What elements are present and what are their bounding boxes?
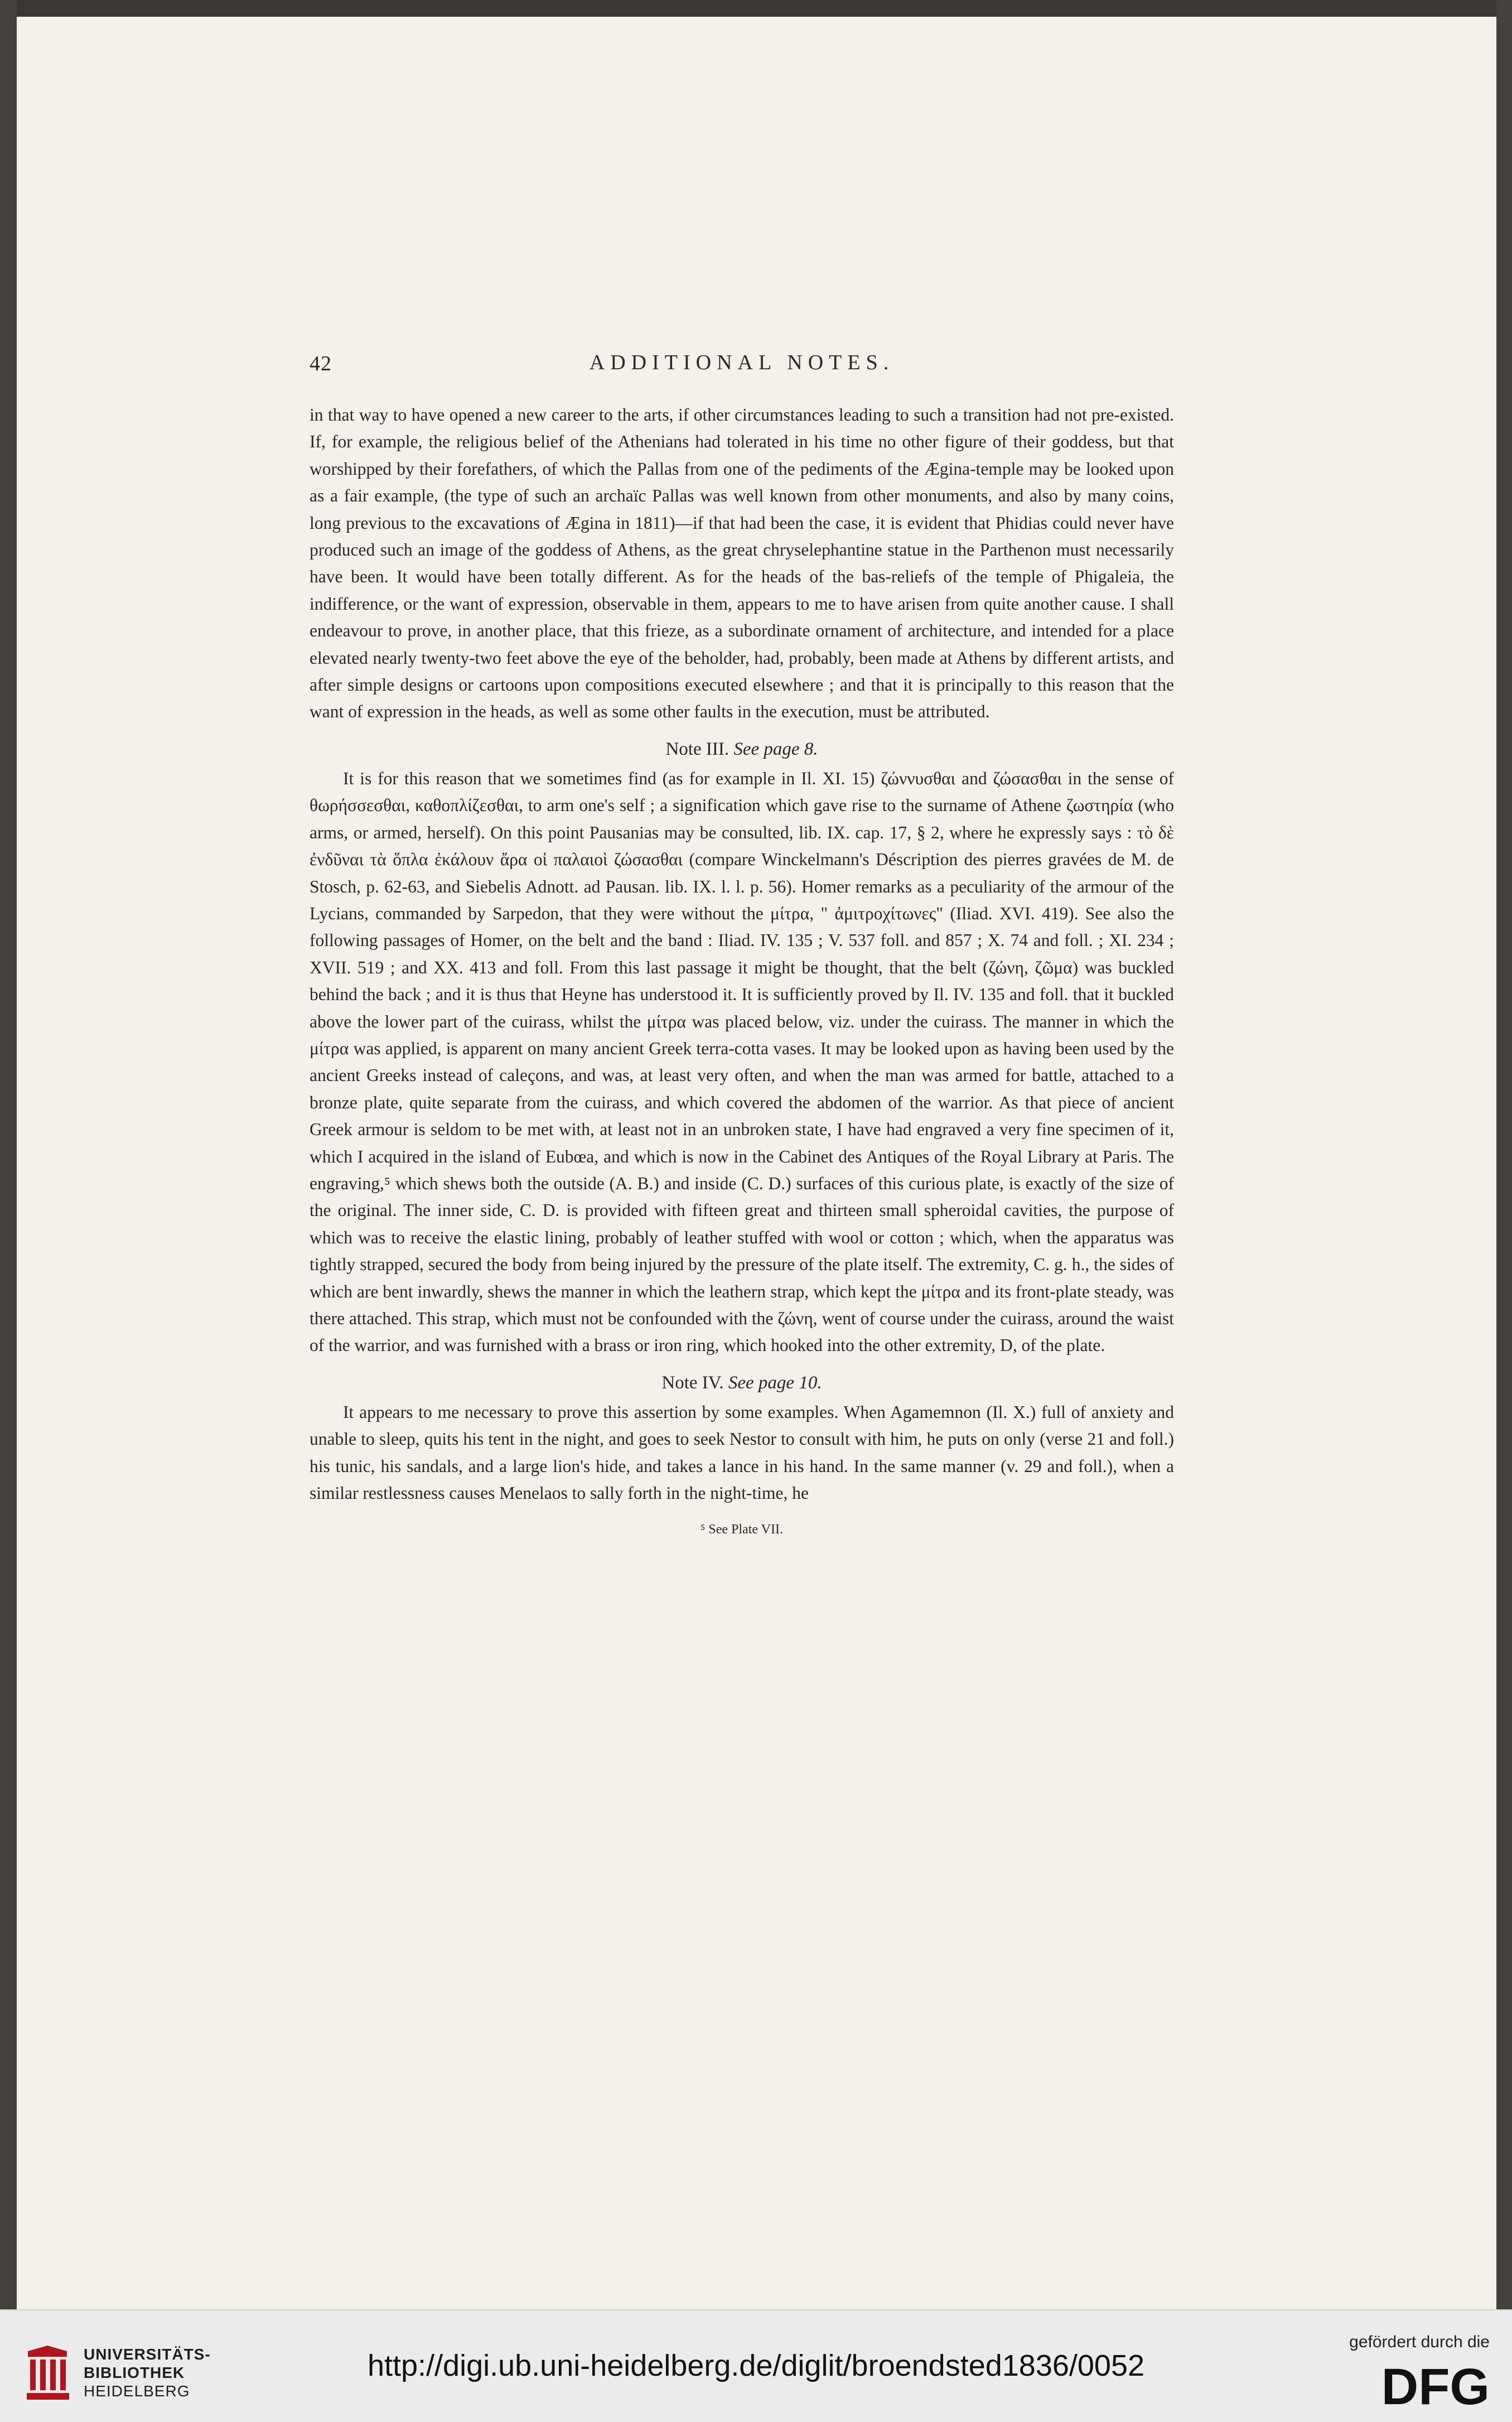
library-name-line: BIBLIOTHEK	[84, 2364, 185, 2381]
library-name-line: HEIDELBERG	[84, 2382, 190, 2400]
digitization-footer	[0, 2309, 1512, 2422]
paragraph-note-iii: It is for this reason that we sometimes find (as for example in Il. XI. 15) ζώννυσθαι and ζώσασθαι in the sense of θωρήσσεσθαι, καθοπλίζεσθαι, to arm one's self ; a signification which gave rise to the surname of Athene ζωστηρία (who arms, or armed, herself). On this point Pausanias may be consulted, lib. IX. cap. 17, § 2, where he expressly says : τὸ δὲ ἐνδῦναι τὰ ὅπλα ἐκάλουν ἄρα οἱ παλαιοὶ ζώσασθαι (compare Winckelmann's Déscription des pierres gravées de M. de Stosch, p. 62-63, and Siebelis Adnott. ad Pausan. lib. IX. l. l. p. 56). Homer remarks as a peculiarity of the armour of the Lycians, commanded by Sarpedon, that they were without the μίτρα, " ἀμιτροχίτωνες" (Iliad. XVI. 419). See also the following passages of Homer, on the belt and the band : Iliad. IV. 135 ; V. 537 foll. and 857 ; X. 74 and foll. ; XI. 234 ; XVII. 519 ; and XX. 413 and foll. From this last passage it might be thought, that the belt (ζώνη, ζῶμα) was buckled behind the back ; and it is thus that Heyne has understood it. It is sufficiently proved by Il. IV. 135 and foll. that it buckled above the lower part of the cuirass, whilst the μίτρα was placed below, viz. under the cuirass. The manner in which the μίτρα was applied, is apparent on many ancient Greek terra-cotta vases. It may be looked upon as having been used by the ancient Greeks instead of caleçons, and was, at least very often, and when the man was armed for battle, attached to a bronze plate, quite separate from the cuirass, and which covered the abdomen of the warrior. As that piece of ancient Greek armour is seldom to be met with, at least not in an unbroken state, I have had engraved a very fine specimen of it, which I acquired in the island of Eubœa, and which is now in the Cabinet des Antiques of the Royal Library at Paris. The engraving,⁵ which shews both the outside (A. B.) and inside (C. D.) surfaces of this curious plate, is exactly of the size of the original. The inner side, C. D. is provided with fifteen great and thirteen small spheroidal cavities, the purpose of which was to receive the elastic lining, probably of leather stuffed with wool or cotton ; which, when the apparatus was tightly strapped, secured the body from being injured by the pressure of the plate itself. The extremity, C. g. h., the sides of which are bent inwardly, shews the manner in which the leathern strap, which kept the μίτρα and its front-plate steady, was there attached. This strap, which must not be confounded with the ζώνη, went of course under the cuirass, around the waist of the warrior, and was furnished with a brass or iron ring, which hooked into the other extremity, D, of the plate.	[310, 768, 1174, 1355]
dfg-logo-icon[interactable]	[1322, 2361, 1490, 2411]
paragraph-continuation: in that way to have opened a new career to the arts, if other circumstances leading to such a transition had not pre-existed. If, for example, the religious belief of the Athenians had tolerated in his time no other figure of their goddess, but that worshipped by their forefathers, of which the Pallas from one of the pediments of the Ægina-temple may be looked upon as a fair example, (the type of such an archaïc Pallas was well known from other monuments, and also by many coins, long previous to the excavations of Ægina in 1811)—if that had been the case, it is evident that Phidias could never have produced such an image of the goddess of Athens, as the great chryselephantine statue in the Parthenon must necessarily have been. It would have been totally different. As for the heads of the bas-reliefs of the temple of Phigaleia, the indifference, or the want of expression, observable in them, appears to me to have arisen from quite another cause. I shall endeavour to prove, in another place, that this frieze, as a subordinate ornament of architecture, and intended for a place elevated nearly twenty-two feet above the eye of the beholder, had, probably, been made at Athens by different artists, and after simple designs or cartoons upon compositions executed elsewhere ; and that it is principally to this reason that the want of expression in the heads, as well as some other faults in the execution, must be attributed.	[310, 405, 1174, 722]
permalink-url[interactable]: http://digi.ub.uni-heidelberg.de/diglit/broendsted1836/0052	[367, 2349, 1145, 2382]
note-page-ref: See page 10.	[728, 1372, 822, 1393]
funding-credit: gefördert durch die	[1349, 2333, 1490, 2351]
note-label: Note IV.	[661, 1372, 724, 1393]
scan-border-right	[1496, 0, 1512, 2309]
scan-border-left	[0, 0, 17, 2309]
dfg-logo-text: DFG	[1381, 2361, 1490, 2411]
library-name-line: UNIVERSITÄTS-	[84, 2346, 211, 2363]
page-number: 42	[310, 352, 332, 375]
note-label: Note III.	[665, 739, 730, 759]
note-heading-iv	[310, 1373, 1174, 1393]
note-heading-iii	[310, 739, 1174, 760]
scan-border-top	[0, 0, 1512, 17]
note-page-ref: See page 8.	[733, 739, 818, 759]
running-head: ADDITIONAL NOTES.	[589, 351, 895, 374]
page-header	[310, 346, 1174, 385]
page-text-block	[310, 346, 1174, 1537]
footnote: ⁵ See Plate VII.	[701, 1522, 783, 1537]
paragraph-note-iv: It appears to me necessary to prove this assertion by some examples. When Agamemnon (Il. X.) full of anxiety and unable to sleep, quits his tent in the night, and goes to seek Nestor to consult with him, he puts on only (verse 21 and foll.) his tunic, his sandals, and a large lion's hide, and takes a lance in his hand. In the same manner (v. 29 and foll.), when a similar restlessness causes Menelaos to sally forth in the night-time, he	[310, 1402, 1174, 1503]
